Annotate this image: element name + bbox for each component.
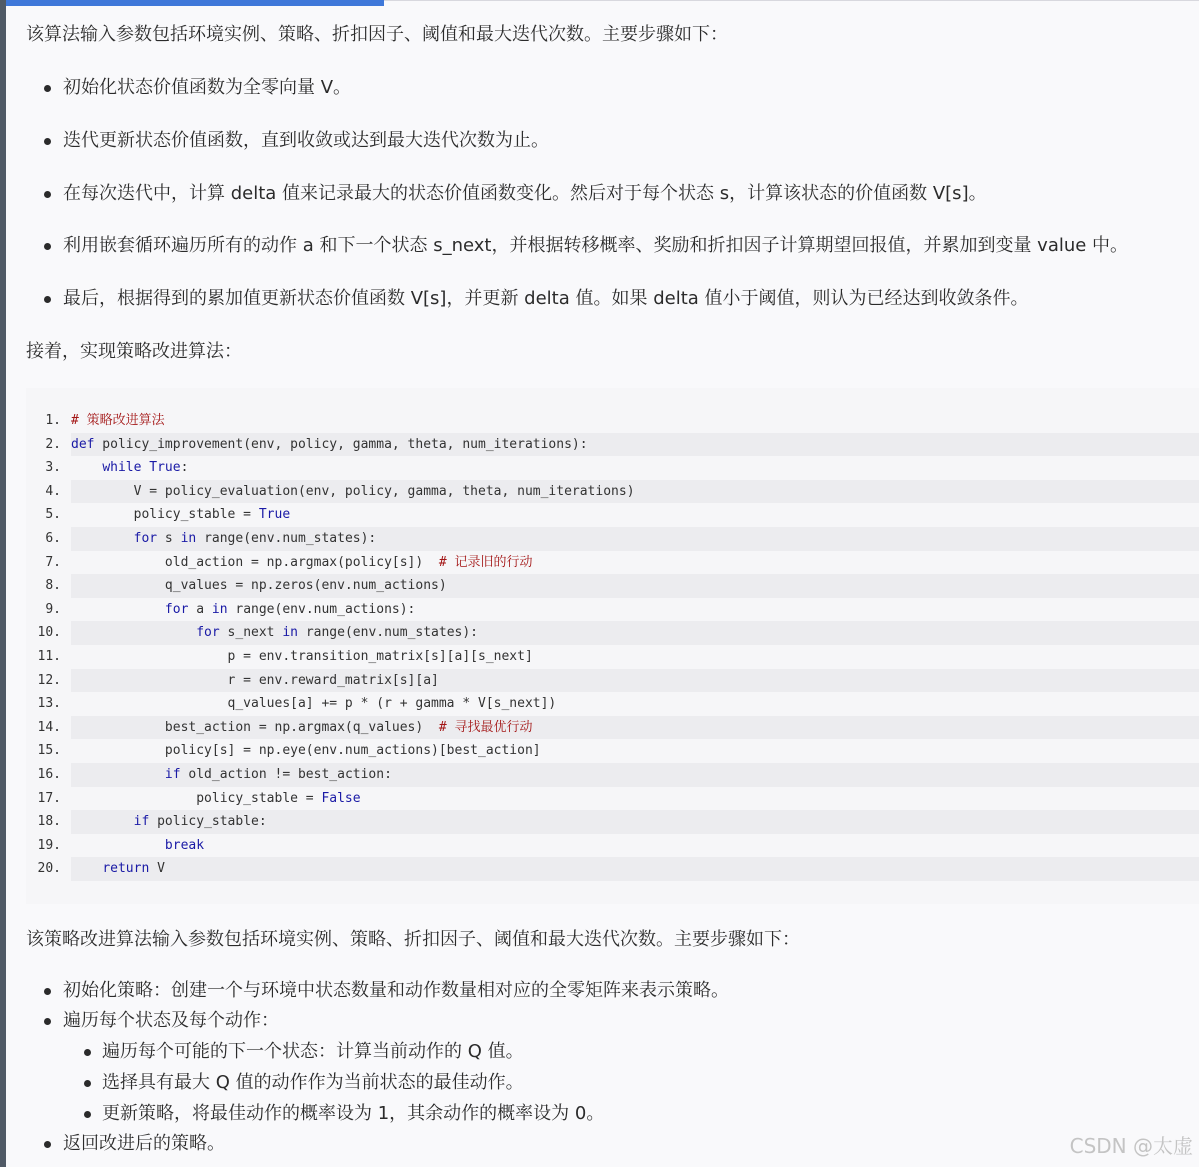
code-text: policy[s] = np.eye(env.num_actions)[best_action]: [71, 743, 541, 759]
list-item: 遍历每个状态及每个动作：: [26, 1007, 279, 1035]
line-number: 4.: [45, 483, 61, 499]
code-block[interactable]: [26, 388, 1199, 904]
lead-paragraph: 接着，实现策略改进算法：: [26, 341, 242, 362]
code-text: break: [164, 837, 205, 853]
list-item: 迭代更新状态价值函数，直到收敛或达到最大迭代次数为止。: [26, 127, 549, 155]
code-line: [26, 669, 1199, 693]
code-text: policy_stable = False: [71, 790, 361, 806]
watermark: CSDN @太虚: [1069, 1134, 1193, 1158]
code-line: [26, 503, 1199, 527]
code-text: for a in range(env.num_actions):: [164, 601, 416, 617]
list-item: 返回改进后的策略。: [26, 1130, 225, 1158]
line-number: 20.: [37, 861, 61, 877]
code-line: [26, 739, 1199, 763]
list-item: 利用嵌套循环遍历所有的动作 a 和下一个状态 s_next，并根据转移概率、奖励和折扣因子计算期望回报值，并累加到变量 value 中。: [26, 232, 1128, 260]
code-text: def policy_improvement(env, policy, gamma, theta, num_iterations):: [71, 436, 588, 452]
line-number: 5.: [45, 507, 61, 523]
code-text: p = env.transition_matrix[s][a][s_next]: [71, 649, 533, 664]
code-line: [26, 787, 1199, 811]
list-item: 初始化策略：创建一个与环境中状态数量和动作数量相对应的全零矩阵来表示策略。: [26, 977, 729, 1005]
code-text: # 策略改进算法: [71, 413, 165, 428]
code-text: return V: [102, 861, 165, 877]
list-item: 在每次迭代中，计算 delta 值来记录最大的状态价值函数变化。然后对于每个状态 s，计算该状态的价值函数 V[s]。: [26, 180, 987, 208]
line-number: 10.: [37, 625, 61, 641]
code-line: [26, 574, 1199, 598]
line-number: 12.: [37, 672, 61, 688]
list-item: 初始化状态价值函数为全零向量 V。: [26, 74, 351, 102]
sub-list-item: 更新策略，将最佳动作的概率设为 1，其余动作的概率设为 0。: [26, 1100, 604, 1128]
code-text: V = policy_evaluation(env, policy, gamma, theta, num_iterations): [71, 483, 635, 499]
code-line: [26, 834, 1199, 858]
code-line: [26, 433, 1199, 457]
left-border: [0, 0, 6, 1167]
line-number: 8.: [45, 578, 61, 594]
line-number: 18.: [37, 814, 61, 830]
code-text: q_values = np.zeros(env.num_actions): [71, 578, 447, 594]
code-line: [26, 598, 1199, 622]
line-number: 14.: [37, 719, 61, 735]
sub-list-item: 选择具有最大 Q 值的动作作为当前状态的最佳动作。: [26, 1069, 524, 1097]
code-text: while True:: [102, 460, 189, 476]
line-number: 3.: [45, 460, 61, 476]
line-number: 1.: [45, 413, 61, 428]
sub-list-item: 遍历每个可能的下一个状态：计算当前动作的 Q 值。: [26, 1038, 524, 1066]
code-text: for s in range(env.num_states):: [133, 531, 377, 546]
code-line: [26, 527, 1199, 551]
code-line: [26, 857, 1199, 881]
list-item: 最后，根据得到的累加值更新状态价值函数 V[s]，并更新 delta 值。如果 delta 值小于阈值，则认为已经达到收敛条件。: [26, 285, 1029, 313]
line-number: 19.: [37, 837, 61, 853]
line-number: 13.: [37, 696, 61, 712]
code-text: q_values[a] += p * (r + gamma * V[s_next]): [71, 696, 557, 712]
line-number: 9.: [45, 601, 61, 617]
code-line: [26, 551, 1199, 575]
line-number: 6.: [45, 531, 61, 546]
intro2-paragraph: 该策略改进算法输入参数包括环境实例、策略、折扣因子、阈值和最大迭代次数。主要步骤如下：: [26, 929, 800, 950]
code-text: if old_action != best_action:: [164, 767, 392, 782]
code-line: [26, 480, 1199, 504]
line-number: 2.: [45, 436, 61, 452]
active-tab-indicator: [6, 0, 384, 6]
code-text: r = env.reward_matrix[s][a]: [71, 672, 439, 688]
line-number: 15.: [37, 743, 61, 759]
intro-paragraph: 该算法输入参数包括环境实例、策略、折扣因子、阈值和最大迭代次数。主要步骤如下：: [26, 24, 728, 45]
code-text: best_action = np.argmax(q_values) # 寻找最优行动: [71, 719, 533, 735]
code-text: for s_next in range(env.num_states):: [196, 625, 479, 641]
line-number: 7.: [45, 554, 61, 570]
code-text: old_action = np.argmax(policy[s]) # 记录旧的行动: [71, 554, 533, 570]
code-text: if policy_stable:: [133, 814, 267, 830]
code-line: [26, 716, 1199, 740]
line-number: 17.: [37, 790, 61, 806]
code-line: [26, 456, 1199, 480]
code-line: [26, 810, 1199, 834]
code-text: policy_stable = True: [71, 507, 291, 523]
code-line: [26, 692, 1199, 716]
line-number: 11.: [37, 649, 61, 664]
code-line: [26, 621, 1199, 645]
line-number: 16.: [37, 767, 61, 782]
code-line: [26, 763, 1199, 787]
code-line: [26, 645, 1199, 669]
code-line: [26, 409, 1199, 433]
